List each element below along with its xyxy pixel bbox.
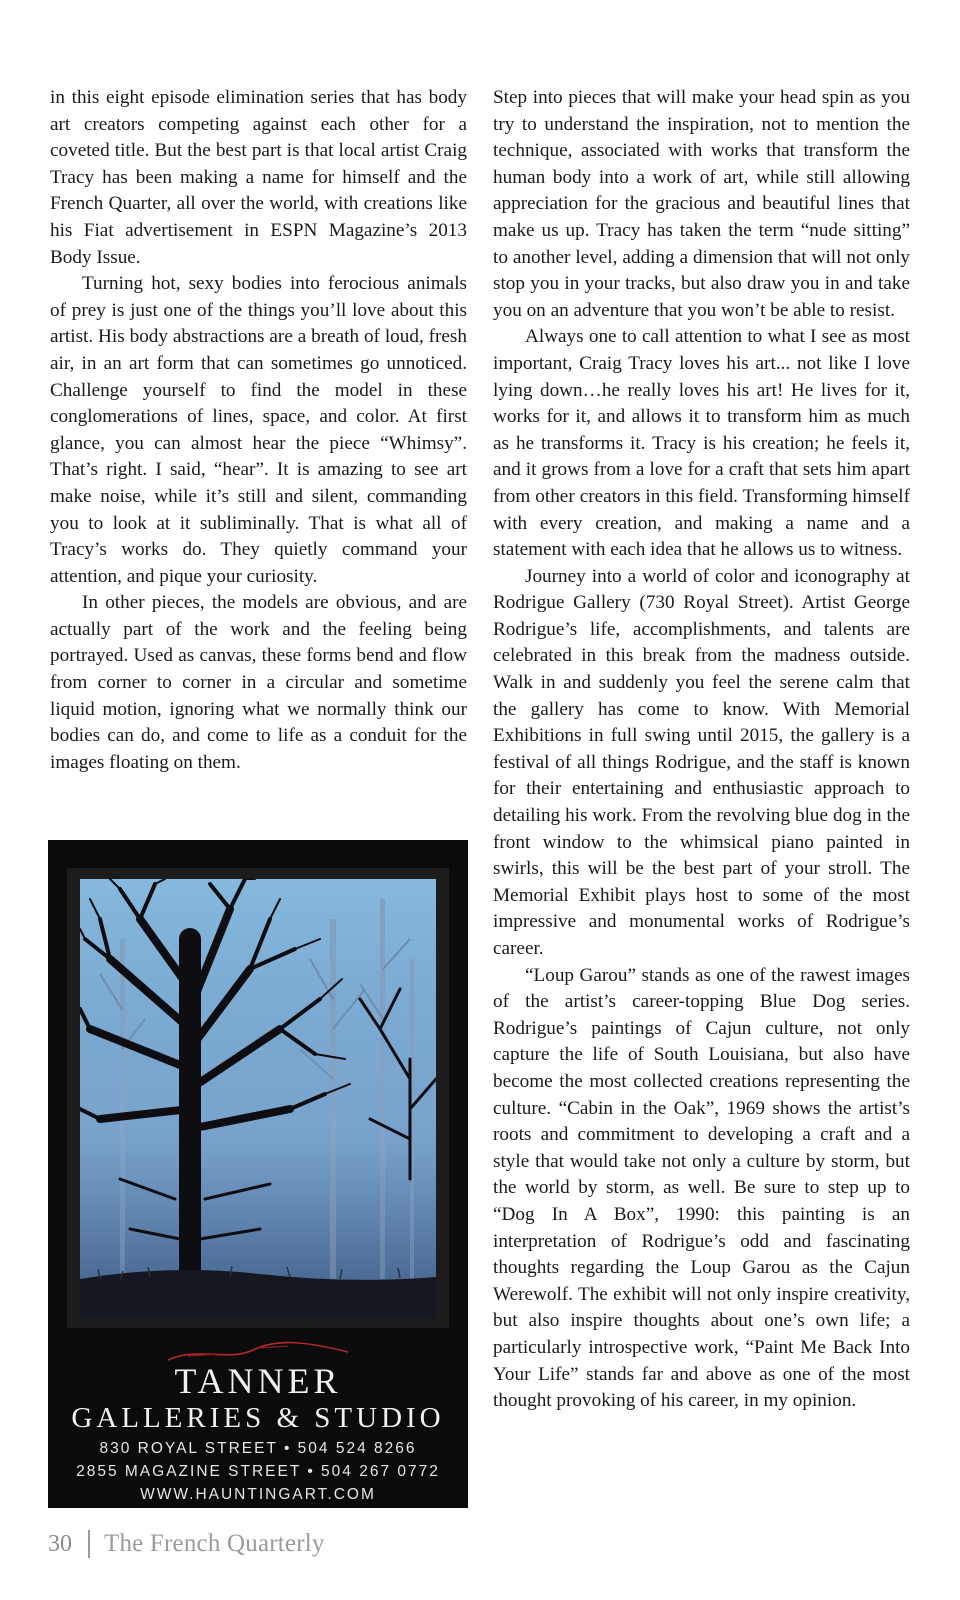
address-royal-street: 830 ROYAL STREET • 504 524 8266 bbox=[99, 1440, 417, 1457]
address-magazine-street: 2855 MAGAZINE STREET • 504 267 0772 bbox=[76, 1463, 440, 1480]
gallery-name: TANNER bbox=[174, 1361, 342, 1401]
paragraph: Turning hot, sexy bodies into ferocious animals of prey is just one of the things you’ll love about this artist. His body abstractions are a breath of loud, fresh air, in an art form that can sometimes go unnoticed. Challenge yourself to find the model in these conglomerations of lines, space, and color. At first glance, you can almost hear the piece “Whimsy”. That’s right. I said, “hear”. It is amazing to see art make noise, while it’s still and silent, commanding you to look at it subliminally. That is what all of Tracy’s works do. They quietly command your attention, and pique your curiosity. bbox=[50, 273, 467, 587]
paragraph: Step into pieces that will make your head spin as you try to understand the inspiration, not to mention the technique, associated with works that transform the human body into a work of art, while still allowing appreciation for the gracious and beautiful lines that make us up. Tracy has taken the term “nude sitting” to another level, adding a dimension that will not only stop you in your tracks, but also draw you in and take you on an adventure that you won’t be able to resist. bbox=[493, 87, 910, 321]
gallery-website: WWW.HAUNTINGART.COM bbox=[140, 1486, 376, 1503]
paragraph: Always one to call attention to what I see as most important, Craig Tracy loves his art... not like I love lying down…he really loves his art! He lives for it, works for it, and allows it to transform him as much as he transforms it. Tracy is his creation; he feels it, and it grows from a love for a craft that sets him apart from other creators in this field. Transforming himself with every creation, and making a name and a statement with each idea that he allows us to witness. bbox=[493, 326, 910, 561]
painting-frame bbox=[67, 868, 449, 1328]
article-column-left bbox=[50, 85, 467, 776]
paragraph: Journey into a world of color and iconography at Rodrigue Gallery (730 Royal Street). Artist George Rodrigue’s life, accomplishments, and talents are celebrated in this break from the madness outside. Walk in and suddenly you feel the serene calm that the gallery has come to know. With Memorial Exhibitions in full swing until 2015, the gallery is a festival of all things Rodrigue, and the staff is known for their entertaining and enthusiastic approach to detailing his work. From the revolving blue dog in the front window to the whimsical piano painted in swirls, this will be the best part of your stroll. The Memorial Exhibit plays host to some of the most impressive and monumental works of Rodrigue’s career. bbox=[493, 565, 910, 959]
tree-painting bbox=[80, 879, 436, 1318]
gallery-subtitle: GALLERIES & STUDIO bbox=[71, 1402, 445, 1434]
tanner-galleries-advertisement bbox=[48, 840, 468, 1508]
tree-painting-illustration bbox=[80, 879, 436, 1318]
page-footer bbox=[48, 1528, 325, 1560]
publication-title: The French Quarterly bbox=[104, 1530, 325, 1557]
article-column-right bbox=[493, 85, 910, 1415]
paragraph: In other pieces, the models are obvious, and are actually part of the work and the feeling being portrayed. Used as canvas, these forms bend and flow from corner to corner in a circular and sometime liquid motion, ignoring what we normally think our bodies can do, and come to life as a conduit for the images floating on them. bbox=[50, 592, 467, 773]
page-number: 30 bbox=[48, 1530, 72, 1557]
footer-divider bbox=[88, 1530, 90, 1558]
paragraph: in this eight episode elimination series that has body art creators competing against each other for a coveted title. But the best part is that local artist Craig Tracy has been making a name for himself and the French Quarter, all over the world, with creations like his Fiat advertisement in ESPN Magazine’s 2013 Body Issue. bbox=[50, 87, 467, 268]
paragraph: “Loup Garou” stands as one of the rawest images of the artist’s career-topping Blue Dog series. Rodrigue’s paintings of Cajun culture, not only capture the life of South Louisiana, but also have become the most collected creations representing the culture. “Cabin in the Oak”, 1969 shows the artist’s roots and commitment to developing a craft and a style that would take not only a culture by storm, but the world by storm, as well. Be sure to step up to “Dog In A Box”, 1990: this painting is an interpretation of Rodrigue’s odd and fascinating thoughts regarding the Loup Garou as the Cajun Werewolf. The exhibit will not only inspire creativity, but also inspire thoughts about one’s own life; a particularly introspective work, “Paint Me Back Into Your Life” stands far and above as one of the most thought provoking of his career, in my opinion. bbox=[493, 964, 910, 1412]
